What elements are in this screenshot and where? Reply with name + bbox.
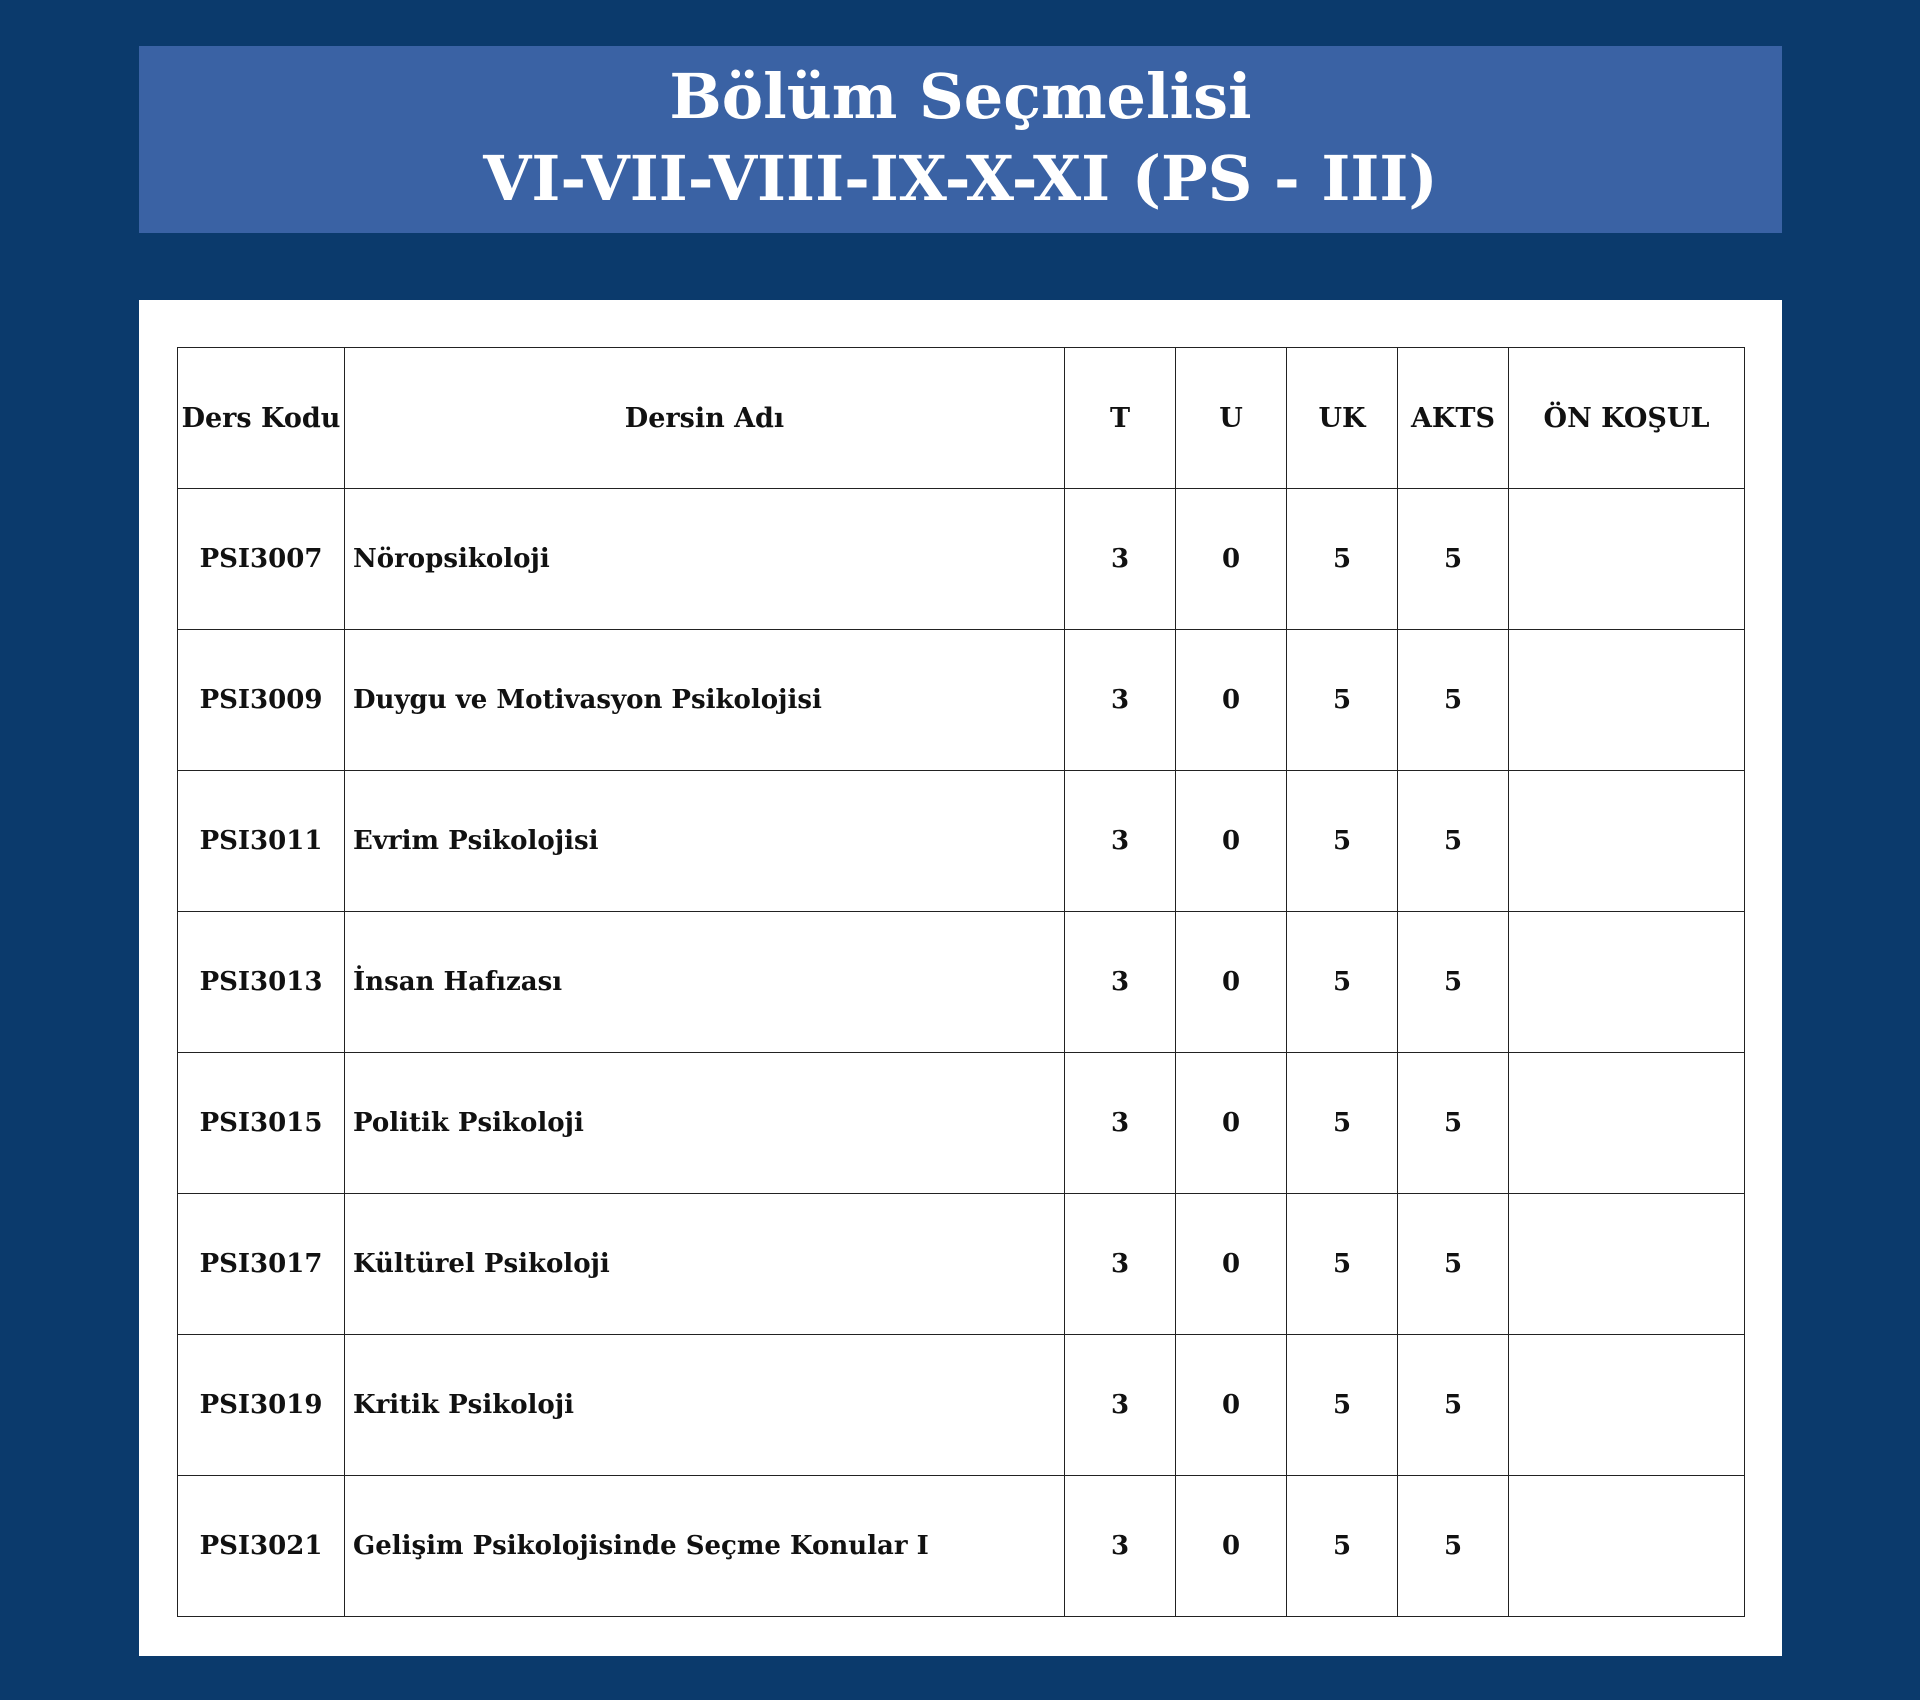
cell-t: 3 [1065, 1476, 1176, 1617]
cell-akts: 5 [1398, 1053, 1509, 1194]
cell-prereq [1509, 1335, 1745, 1476]
cell-uk: 5 [1287, 1194, 1398, 1335]
cell-uk: 5 [1287, 912, 1398, 1053]
cell-uk: 5 [1287, 489, 1398, 630]
table-row [178, 630, 1745, 771]
cell-akts: 5 [1398, 489, 1509, 630]
cell-u: 0 [1176, 771, 1287, 912]
cell-uk: 5 [1287, 630, 1398, 771]
cell-u: 0 [1176, 1476, 1287, 1617]
cell-prereq [1509, 771, 1745, 912]
cell-u: 0 [1176, 912, 1287, 1053]
cell-name: Kritik Psikoloji [345, 1335, 1065, 1476]
table-row [178, 1335, 1745, 1476]
cell-uk: 5 [1287, 1053, 1398, 1194]
cell-u: 0 [1176, 489, 1287, 630]
cell-code: PSI3011 [178, 771, 345, 912]
cell-code: PSI3021 [178, 1476, 345, 1617]
cell-t: 3 [1065, 912, 1176, 1053]
table-row [178, 1194, 1745, 1335]
table-row [178, 1476, 1745, 1617]
cell-prereq [1509, 1194, 1745, 1335]
table-row [178, 912, 1745, 1053]
cell-u: 0 [1176, 1194, 1287, 1335]
cell-prereq [1509, 1476, 1745, 1617]
cell-t: 3 [1065, 1194, 1176, 1335]
header-u: U [1176, 348, 1287, 489]
cell-t: 3 [1065, 1053, 1176, 1194]
cell-t: 3 [1065, 1335, 1176, 1476]
cell-code: PSI3013 [178, 912, 345, 1053]
cell-u: 0 [1176, 630, 1287, 771]
header-uk: UK [1287, 348, 1398, 489]
banner-subtitle: VI-VII-VIII-IX-X-XI (PS - III) [483, 142, 1438, 215]
cell-name: Gelişim Psikolojisinde Seçme Konular I [345, 1476, 1065, 1617]
cell-code: PSI3015 [178, 1053, 345, 1194]
cell-t: 3 [1065, 771, 1176, 912]
cell-code: PSI3017 [178, 1194, 345, 1335]
header-code: Ders Kodu [178, 348, 345, 489]
cell-akts: 5 [1398, 1335, 1509, 1476]
title-banner [139, 46, 1782, 233]
cell-code: PSI3007 [178, 489, 345, 630]
cell-name: Evrim Psikolojisi [345, 771, 1065, 912]
cell-name: Kültürel Psikoloji [345, 1194, 1065, 1335]
table-row [178, 489, 1745, 630]
cell-name: Nöropsikoloji [345, 489, 1065, 630]
cell-prereq [1509, 912, 1745, 1053]
header-t: T [1065, 348, 1176, 489]
cell-code: PSI3019 [178, 1335, 345, 1476]
cell-akts: 5 [1398, 1194, 1509, 1335]
banner-title: Bölüm Seçmelisi [669, 60, 1252, 133]
cell-prereq [1509, 489, 1745, 630]
cell-t: 3 [1065, 489, 1176, 630]
cell-prereq [1509, 630, 1745, 771]
cell-u: 0 [1176, 1053, 1287, 1194]
cell-uk: 5 [1287, 1335, 1398, 1476]
course-table-panel [139, 300, 1782, 1656]
cell-u: 0 [1176, 1335, 1287, 1476]
cell-uk: 5 [1287, 1476, 1398, 1617]
cell-name: İnsan Hafızası [345, 912, 1065, 1053]
table-header-row [178, 348, 1745, 489]
header-prereq: ÖN KOŞUL [1509, 348, 1745, 489]
cell-akts: 5 [1398, 630, 1509, 771]
cell-t: 3 [1065, 630, 1176, 771]
cell-code: PSI3009 [178, 630, 345, 771]
table-row [178, 771, 1745, 912]
cell-akts: 5 [1398, 771, 1509, 912]
table-row [178, 1053, 1745, 1194]
cell-uk: 5 [1287, 771, 1398, 912]
header-akts: AKTS [1398, 348, 1509, 489]
cell-name: Politik Psikoloji [345, 1053, 1065, 1194]
course-table [177, 347, 1745, 1617]
header-name: Dersin Adı [345, 348, 1065, 489]
cell-akts: 5 [1398, 1476, 1509, 1617]
cell-prereq [1509, 1053, 1745, 1194]
cell-name: Duygu ve Motivasyon Psikolojisi [345, 630, 1065, 771]
cell-akts: 5 [1398, 912, 1509, 1053]
